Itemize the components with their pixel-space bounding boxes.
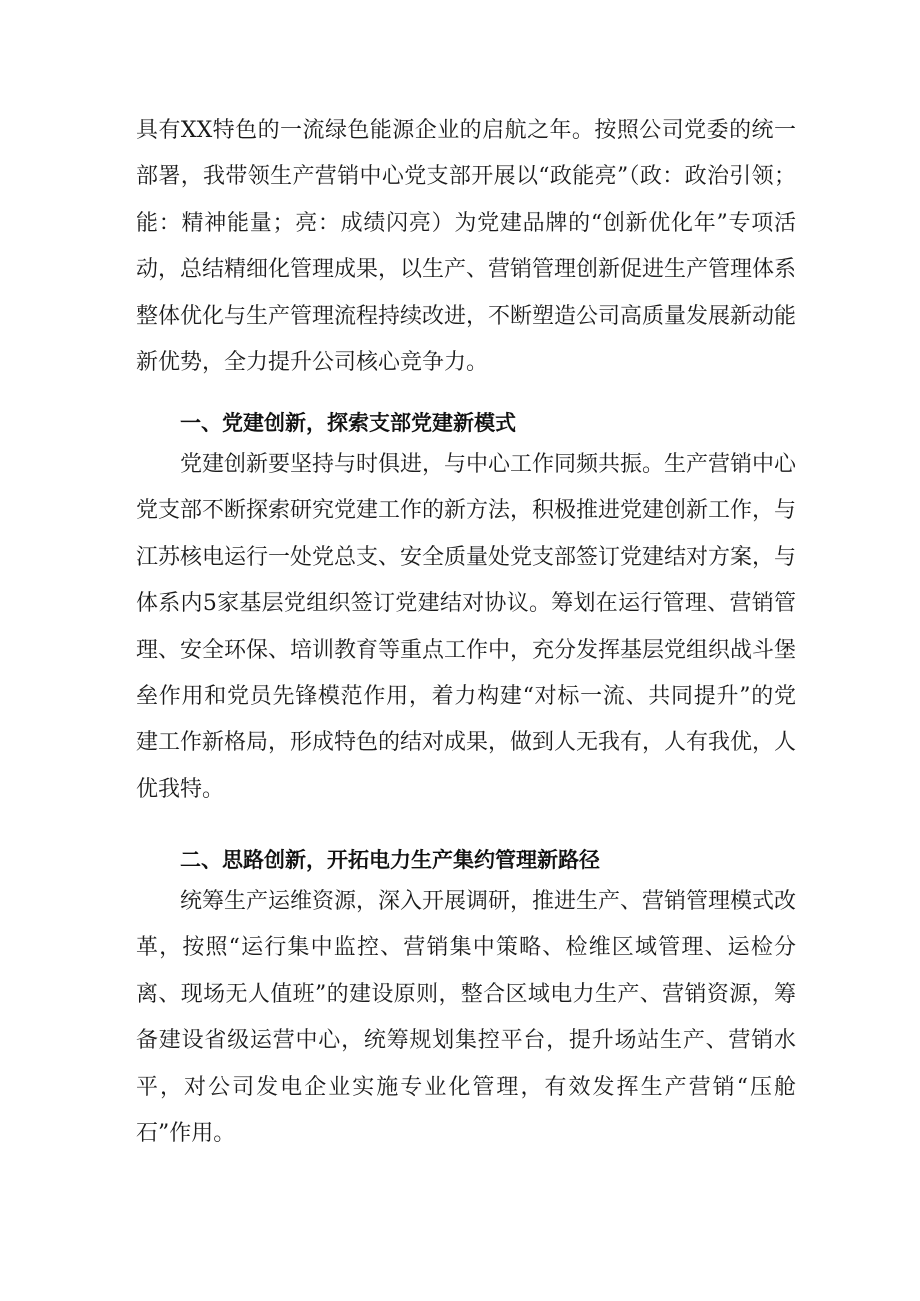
section-body-party-building: 党建创新要坚持与时俱进，与中心工作同频共振。生产营销中心党支部不断探索研究党建工作的新方法，积极推进党建创新工作，与江苏核电运行一处党总支、安全质量处党支部签订党建结对方案，与体系内5家基层党组织签订党建结对协议。筹划在运行管理、营销管理、安全环保、培训教育等重点工作中，充分发挥基层党组织战斗堡垒作用和党员先锋模范作用，着力构建“对标一流、共同提升”的党建工作新格局，形成特色的结对成果，做到人无我有，人有我优，人优我特。 xyxy=(136,452,797,802)
section-body-thinking-innovation: 统筹生产运维资源，深入开展调研，推进生产、营销管理模式改革，按照“运行集中监控、营销集中策略、检维区域管理、运检分离、现场无人值班”的建设原则，整合区域电力生产、营销资源，筹备建设省级运营中心，统筹规划集控平台，提升场站生产、营销水平，对公司发电企业实施专业化管理，有效发挥生产营销“压舱石”作用。 xyxy=(136,889,797,1147)
section-heading-thinking-innovation: 二、思路创新，开拓电力生产集约管理新路径 xyxy=(180,848,600,872)
section-heading-party-building: 一、党建创新，探索支部党建新模式 xyxy=(180,411,516,435)
intro-paragraph: 具有XX特色的一流绿色能源企业的启航之年。按照公司党委的统一部署，我带领生产营销中心党支部开展以“政能亮”（政：政治引领；能：精神能量；亮：成绩闪亮）为党建品牌的“创新优化年”专项活动，总结精细化管理成果，以生产、营销管理创新促进生产管理体系整体优化与生产管理流程持续改进，不断塑造公司高质量发展新动能新优势，全力提升公司核心竞争力。 xyxy=(136,118,797,376)
